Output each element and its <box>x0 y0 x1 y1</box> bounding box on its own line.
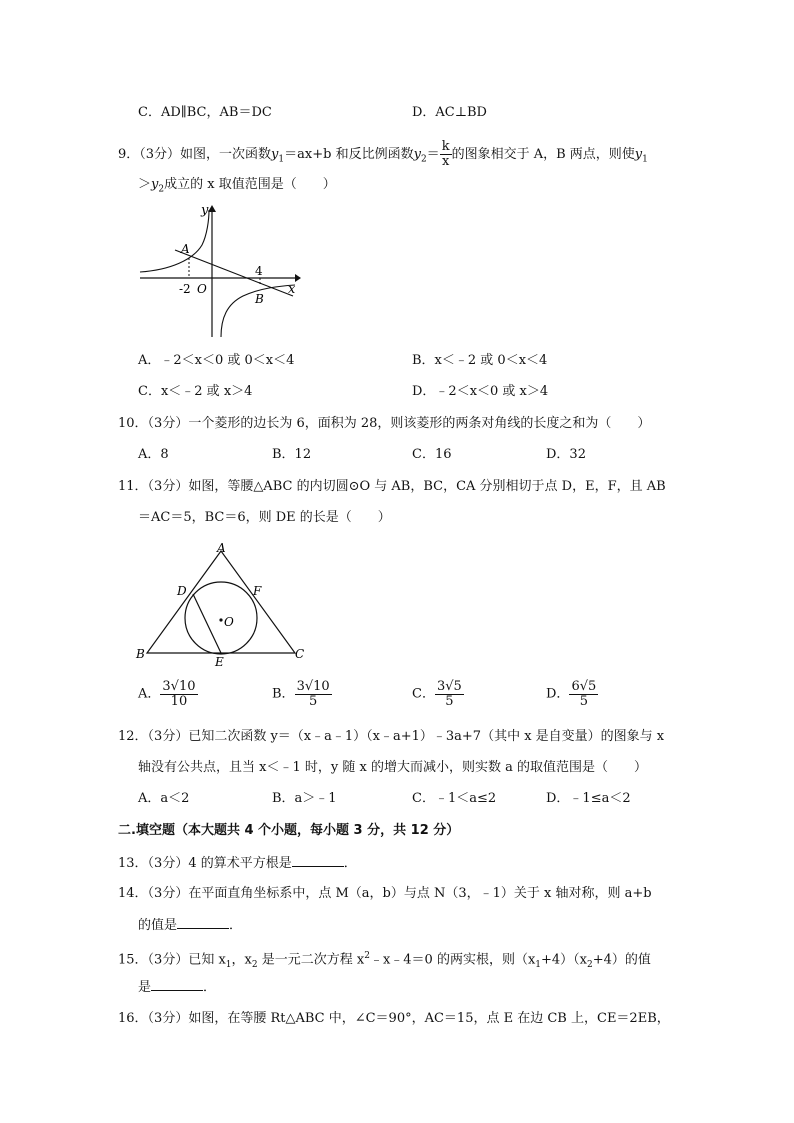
graph-label-b: B <box>255 292 264 306</box>
fig-label-a: A <box>217 541 226 555</box>
graph-label-x: x <box>288 282 296 297</box>
q9-function-graph <box>135 200 305 340</box>
q10-stem: 10．（3分）一个菱形的边长为 6，面积为 28，则该菱形的两条对角线的长度之和为（ ） <box>118 416 651 431</box>
q12-stem-line1: 12．（3分）已知二次函数 y＝（x﹣a﹣1）（x﹣a+1）﹣3a+7（其中 x 是自变量）的图象与 x <box>118 729 665 744</box>
q14-stem-line2: 的值是 ． <box>138 918 243 933</box>
q15-stem-line1: 15．（3分）已知 $x_1$，$x_2$ 是一元二次方程 $x^2﹣x﹣4=0$ 的两实根，则$(x_1+4)(x_2+4)$的值 <box>118 951 651 970</box>
x-axis-arrow-icon <box>295 274 301 282</box>
segment-de <box>193 594 221 653</box>
q11-stem-line2: ＝AC＝5，BC＝6，则 DE 的长是（ ） <box>138 510 391 525</box>
hyperbola-branch-left <box>140 210 209 272</box>
graph-label-4: 4 <box>255 264 263 278</box>
q9-option-a: A．﹣2＜x＜0 或 0＜x＜4 <box>138 353 295 368</box>
q10-option-b: B．12 <box>272 447 312 462</box>
fig-label-e: E <box>215 655 224 669</box>
q8-option-d: D．AC⊥BD <box>412 105 487 120</box>
q9-option-b: B．x＜﹣2 或 0＜x＜4 <box>412 353 548 368</box>
fig-label-o: O <box>224 615 234 629</box>
q10-option-d: D．32 <box>546 447 586 462</box>
q11-option-b: B． $\frac{3√10}{5}$ <box>272 679 330 709</box>
q11-stem-line1: 11．（3分）如图，等腰△ABC 的内切圆⊙O 与 AB，BC，CA 分别相切于点 D，E，F，且 AB <box>118 479 666 494</box>
q13-answer-blank[interactable] <box>292 854 344 867</box>
q10-option-c: C．16 <box>412 447 452 462</box>
q11-option-c: C． $\frac{3√5}{5}$ <box>412 679 462 709</box>
q15-stem-line2: 是 ． <box>138 980 217 995</box>
q12-option-a: A．a＜2 <box>138 791 190 806</box>
q14-answer-blank[interactable] <box>177 916 229 929</box>
q9-stem-line2: $>y_2$成立的 x 取值范围是（ ） <box>138 177 336 195</box>
graph-label-o: O <box>197 282 207 296</box>
q14-stem-line1: 14．（3分）在平面直角坐标系中，点 M（a，b）与点 N（3，﹣1）关于 x 轴对称，则 a+b <box>118 886 652 901</box>
fig-label-b: B <box>136 647 145 661</box>
fig-label-c: C <box>295 647 305 661</box>
q12-option-d: D．﹣1≤a＜2 <box>546 791 631 806</box>
q9-option-c: C．x＜﹣2 或 x＞4 <box>138 384 253 399</box>
graph-label-a: A <box>181 242 190 256</box>
graph-label-y: y <box>201 203 209 218</box>
q9-option-d: D．﹣2＜x＜0 或 x＞4 <box>412 384 549 399</box>
fig-label-d: D <box>177 584 187 598</box>
q13-stem: 13．（3分）4 的算术平方根是 ． <box>118 856 357 871</box>
q11-option-a: A． $\frac{3√10}{10}$ <box>138 679 196 709</box>
q11-incircle-figure <box>135 538 315 670</box>
section-title-fill-in: 二.填空题（本大题共 4 个小题，每小题 3 分，共 12 分） <box>118 823 460 838</box>
incircle-o <box>185 582 257 654</box>
triangle-abc <box>147 551 295 653</box>
q8-option-c: C．AD∥BC，AB＝DC <box>138 105 272 120</box>
q12-stem-line2: 轴没有公共点，且当 x＜﹣1 时，y 随 x 的增大而减小，则实数 a 的取值范围是（ ） <box>138 760 647 775</box>
linear-function-line <box>175 250 293 296</box>
graph-label-neg2: -2 <box>179 282 191 296</box>
q16-stem: 16．（3分）如图，在等腰 Rt△ABC 中，∠C＝90°，AC＝15，点 E 在边 CB 上，CE＝2EB， <box>118 1011 670 1026</box>
k-over-x-fraction: $\frac{k}{x}$ <box>441 139 450 169</box>
center-dot-o <box>219 618 222 621</box>
q12-option-c: C．﹣1＜a≤2 <box>412 791 497 806</box>
q15-answer-blank[interactable] <box>151 978 203 991</box>
q10-option-a: A．8 <box>138 447 169 462</box>
q11-option-d: D． $\frac{6√5}{5}$ <box>546 679 597 709</box>
q12-option-b: B．a＞﹣1 <box>272 791 337 806</box>
q9-stem-line1: 9．（3分）如图，一次函数$y_1=ax+b$ 和反比例函数$y_2=$ $\frac{k}{x}$ 的图象相交于 A，B 两点，则使$y_1$ <box>118 139 648 169</box>
fig-label-f: F <box>253 584 262 598</box>
